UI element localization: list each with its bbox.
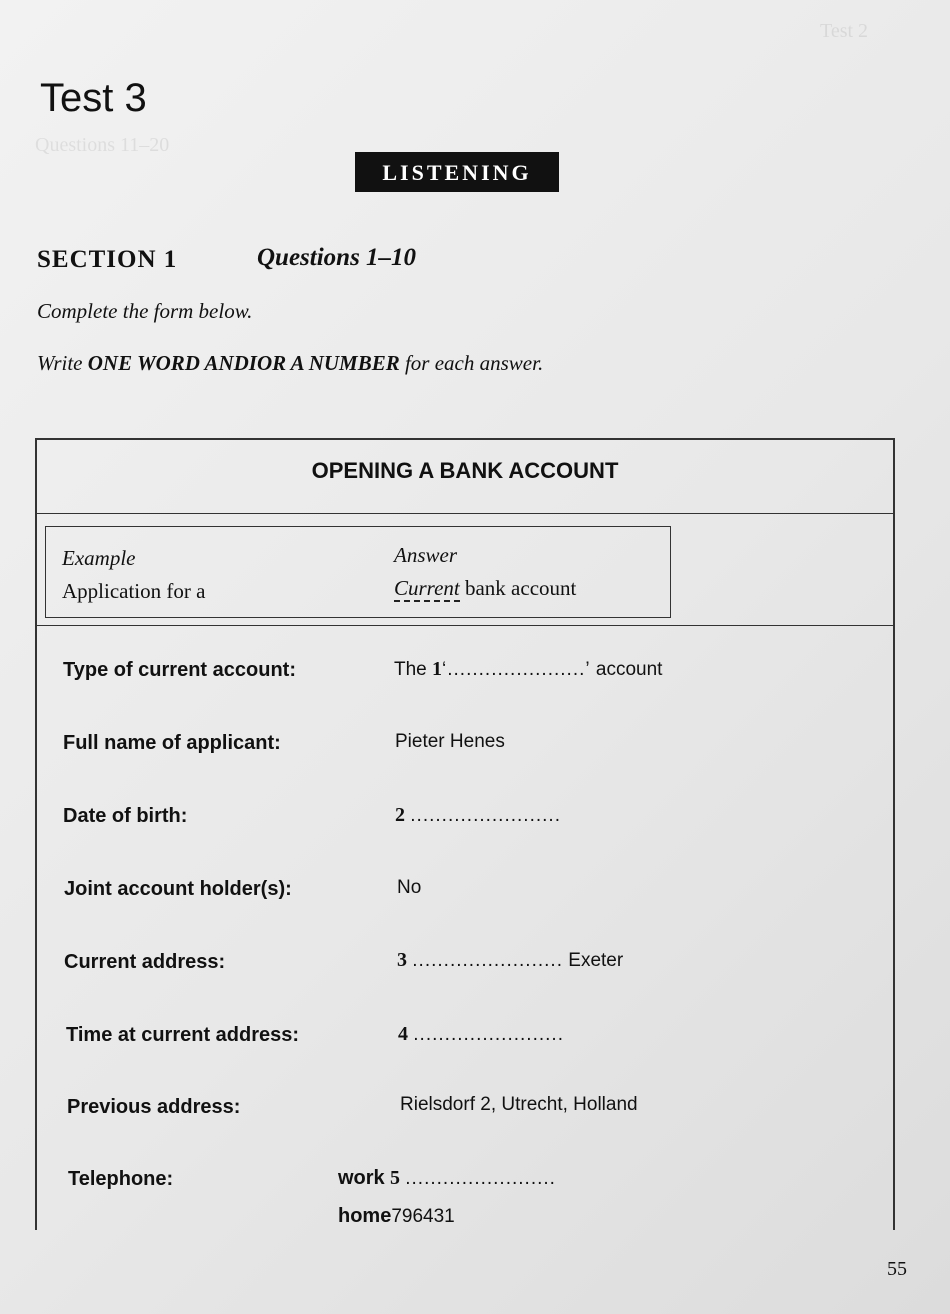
questions-label: Questions 1–10 (257, 244, 417, 271)
value-suffix: account (595, 659, 663, 680)
example-divider (37, 625, 895, 626)
question-number-1: 1 (432, 658, 443, 680)
answer-label: Answer (394, 543, 457, 567)
work-label: work (338, 1167, 385, 1189)
example-box (45, 526, 671, 618)
answer-date-of-birth (395, 804, 561, 827)
answer-time-at-address (398, 1023, 564, 1046)
label-time-at-address: Time at current address: (66, 1024, 300, 1046)
value-previous-address: Rielsdorf 2, Utrecht, Holland (400, 1094, 638, 1115)
label-joint-holders: Joint account holder(s): (64, 878, 292, 900)
label-telephone: Telephone: (68, 1168, 174, 1190)
form-title-divider (37, 513, 893, 514)
label-date-of-birth: Date of birth: (63, 805, 188, 827)
example-answer-rest: bank account (464, 576, 577, 600)
answer-blank-2[interactable]: ........................ (410, 805, 561, 826)
question-number-5: 5 (389, 1167, 400, 1189)
test-title: Test 3 (40, 76, 147, 120)
question-number-4: 4 (398, 1023, 408, 1045)
instruction-suffix: for each answer. (404, 351, 544, 375)
value-suffix: Exeter (568, 950, 624, 971)
question-number-3: 3 (397, 949, 407, 971)
home-number: 796431 (391, 1206, 455, 1227)
example-answer-word: Current (394, 576, 460, 600)
answer-blank-4[interactable]: ........................ (413, 1024, 564, 1045)
answer-telephone-work (338, 1167, 556, 1190)
instruction-emphasis: ONE WORD ANDIOR A NUMBER (87, 351, 400, 375)
form-title: OPENING A BANK ACCOUNT (311, 458, 619, 483)
question-number-2: 2 (395, 804, 405, 826)
answer-account-type (394, 658, 662, 681)
example-label: Example (62, 546, 136, 570)
page-number: 55 (887, 1258, 907, 1280)
label-account-type: Type of current account: (63, 659, 296, 681)
value-telephone-home (338, 1205, 455, 1228)
value-joint-holders: No (397, 877, 422, 898)
answer-blank-3[interactable]: ........................ (412, 950, 563, 971)
home-label: home (338, 1205, 392, 1227)
section-label: SECTION 1 (37, 246, 178, 273)
label-full-name: Full name of applicant: (63, 732, 281, 754)
label-previous-address: Previous address: (67, 1096, 241, 1118)
label-current-address: Current address: (64, 951, 226, 973)
instruction-prefix: Write (37, 351, 83, 375)
listening-banner: LISTENING (355, 152, 559, 192)
instruction-complete-form: Complete the form below. (37, 299, 253, 323)
example-text: Application for a (62, 579, 206, 603)
instruction-word-limit (37, 351, 543, 376)
answer-current-address (397, 949, 623, 972)
answer-blank-5[interactable]: ........................ (405, 1168, 556, 1189)
show-through-text: Questions 11–20 (35, 134, 170, 156)
answer-blank-1[interactable]: ‘......................’ (442, 659, 591, 680)
example-answer (394, 576, 576, 601)
value-full-name: Pieter Henes (395, 731, 505, 752)
value-prefix: The (394, 659, 427, 680)
show-through-text: Test 2 (820, 20, 869, 42)
